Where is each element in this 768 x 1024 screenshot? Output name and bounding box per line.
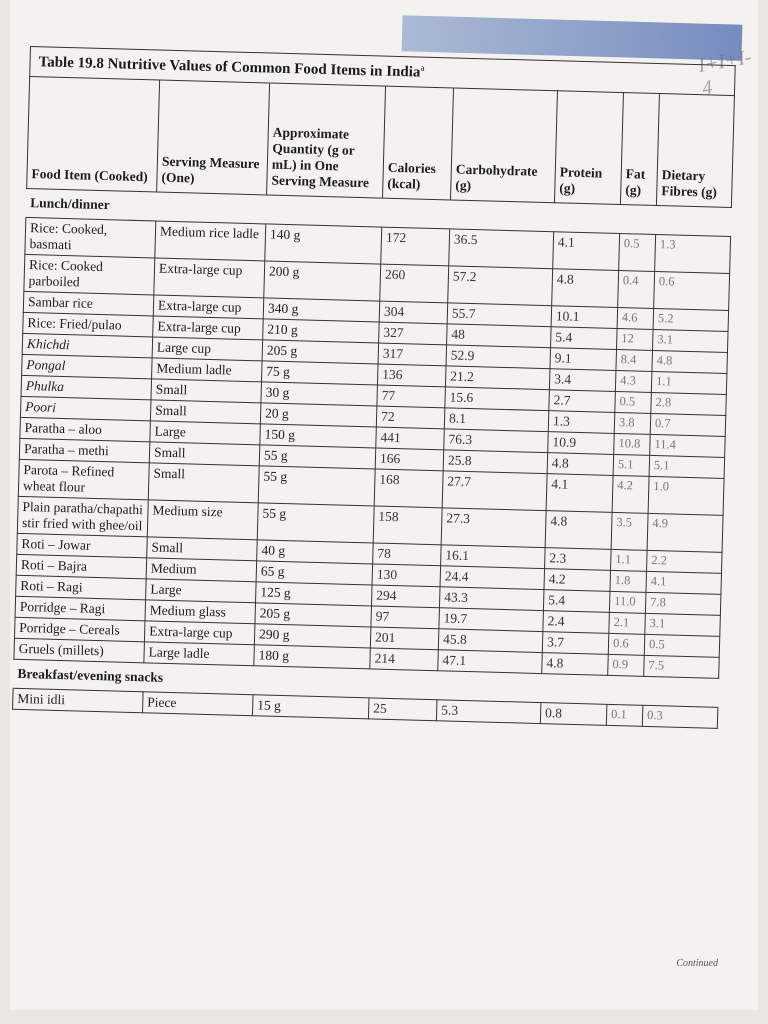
value-cell: 2.8: [651, 392, 727, 415]
value-cell: 10.9: [548, 432, 615, 455]
col-header: Approximate Quantity (g or mL) in One Serving Measure: [267, 83, 386, 198]
value-cell: Medium ladle: [152, 358, 263, 382]
value-cell: 2.1: [609, 612, 646, 634]
food-item-cell: Khichdi: [22, 333, 153, 358]
value-cell: 21.2: [445, 366, 550, 390]
nutrition-table: [12, 76, 735, 729]
food-item-cell: Roti – Jowar: [17, 533, 148, 558]
value-cell: 48: [447, 324, 552, 348]
value-cell: Small: [148, 463, 259, 503]
value-cell: 3.8: [614, 412, 651, 434]
value-cell: 4.8: [545, 511, 612, 550]
value-cell: 168: [374, 469, 443, 508]
food-item-cell: Paratha – methi: [19, 438, 150, 463]
value-cell: 4.1: [553, 232, 620, 271]
value-cell: 1.8: [610, 570, 647, 592]
food-item-cell: Rice: Cooked parboiled: [24, 254, 155, 295]
value-cell: 136: [377, 364, 446, 387]
value-cell: 205 g: [255, 603, 372, 627]
col-header: Fat (g): [620, 93, 659, 206]
value-cell: 72: [376, 406, 445, 429]
value-cell: Large ladle: [144, 642, 255, 666]
value-cell: Large: [146, 579, 257, 603]
value-cell: 8.4: [616, 349, 653, 371]
value-cell: 5.2: [653, 308, 729, 331]
col-header: Protein (g): [554, 91, 623, 205]
value-cell: Large cup: [152, 337, 263, 361]
value-cell: 130: [372, 564, 441, 587]
value-cell: 15.6: [445, 387, 550, 411]
value-cell: 75 g: [261, 361, 378, 385]
value-cell: 441: [376, 427, 445, 450]
value-cell: Small: [147, 537, 258, 561]
value-cell: 30 g: [261, 382, 378, 406]
value-cell: 77: [377, 385, 446, 408]
section-label: Breakfast/evening snacks: [13, 659, 719, 707]
value-cell: 4.3: [615, 370, 652, 392]
value-cell: 5.3: [436, 700, 541, 724]
value-cell: 47.1: [438, 650, 543, 674]
value-cell: 290 g: [254, 624, 371, 648]
value-cell: 45.8: [438, 629, 543, 653]
food-item-cell: Rice: Fried/pulao: [23, 312, 154, 337]
value-cell: 294: [371, 585, 440, 608]
value-cell: 7.5: [644, 655, 720, 678]
value-cell: 3.5: [611, 512, 648, 550]
value-cell: 27.3: [441, 508, 546, 548]
food-item-cell: Plain paratha/chapathi stir fried with ghee/oil: [17, 496, 148, 537]
value-cell: 214: [370, 648, 439, 671]
value-cell: 8.1: [444, 408, 549, 432]
value-cell: 125 g: [256, 582, 373, 606]
value-cell: 4.8: [552, 269, 619, 308]
value-cell: 260: [380, 264, 449, 303]
caption-footnote-mark: a: [420, 62, 425, 73]
value-cell: Medium rice ladle: [155, 221, 266, 261]
value-cell: 76.3: [444, 429, 549, 453]
value-cell: 16.1: [441, 545, 546, 569]
value-cell: 24.4: [440, 566, 545, 590]
value-cell: 12: [617, 328, 654, 350]
value-cell: 150 g: [260, 424, 377, 448]
value-cell: 4.2: [612, 475, 649, 513]
value-cell: 304: [379, 301, 448, 324]
value-cell: 2.3: [545, 548, 612, 571]
value-cell: 9.1: [550, 348, 617, 371]
food-item-cell: Gruels (millets): [14, 638, 145, 663]
value-cell: 3.7: [542, 632, 609, 655]
value-cell: 43.3: [439, 587, 544, 611]
value-cell: 65 g: [256, 561, 373, 585]
value-cell: 5.4: [551, 327, 618, 350]
value-cell: 0.8: [540, 703, 607, 726]
header-band: [402, 15, 743, 60]
food-item-cell: Poori: [20, 396, 151, 421]
food-item-cell: Pongal: [22, 354, 153, 379]
book-page: [10, 0, 758, 1010]
value-cell: 20 g: [260, 403, 377, 427]
value-cell: 3.1: [645, 613, 721, 636]
value-cell: Extra-large cup: [153, 316, 264, 340]
col-header: Dietary Fibres (g): [656, 94, 734, 208]
value-cell: Medium glass: [145, 600, 256, 624]
value-cell: 4.8: [547, 453, 614, 476]
value-cell: 340 g: [263, 298, 380, 322]
value-cell: 1.3: [655, 234, 731, 273]
continued-label: Continued: [676, 958, 718, 969]
value-cell: Extra-large cup: [154, 258, 265, 298]
value-cell: 40 g: [257, 540, 374, 564]
value-cell: 317: [378, 343, 447, 366]
value-cell: Extra-large cup: [144, 621, 255, 645]
value-cell: 201: [370, 627, 439, 650]
value-cell: Large: [150, 421, 261, 445]
value-cell: 0.5: [615, 391, 652, 413]
value-cell: 172: [381, 227, 450, 266]
value-cell: 11.4: [650, 434, 726, 457]
value-cell: 210 g: [263, 319, 380, 343]
value-cell: 57.2: [448, 266, 553, 306]
value-cell: 5.1: [649, 455, 725, 478]
value-cell: 4.6: [617, 307, 654, 329]
value-cell: 0.5: [644, 634, 720, 657]
value-cell: 1.3: [548, 411, 615, 434]
value-cell: 10.8: [614, 433, 651, 455]
value-cell: 15 g: [252, 695, 369, 719]
value-cell: 0.6: [608, 633, 645, 655]
table-body: [13, 188, 732, 728]
value-cell: 0.1: [606, 704, 643, 726]
col-header: Carbohydrate (g): [450, 88, 557, 203]
handwritten-note: I+I+I-4: [696, 46, 754, 100]
value-cell: 27.7: [442, 471, 547, 511]
col-header: Food Item (Cooked): [27, 77, 160, 192]
nutrition-table-block: [12, 46, 736, 729]
caption-text: Table 19.8 Nutritive Values of Common Food Items in India: [38, 54, 421, 81]
value-cell: 0.9: [608, 654, 645, 676]
value-cell: 55.7: [447, 303, 552, 327]
food-item-cell: Phulka: [21, 375, 152, 400]
value-cell: 2.4: [543, 611, 610, 634]
value-cell: 166: [375, 448, 444, 471]
value-cell: 180 g: [254, 645, 371, 669]
value-cell: 0.4: [618, 271, 655, 309]
food-item-cell: Sambar rice: [23, 291, 154, 316]
value-cell: 3.1: [652, 329, 728, 352]
value-cell: 55 g: [258, 466, 375, 506]
food-item-cell: Porridge – Cereals: [14, 617, 145, 642]
col-header: Serving Measure (One): [157, 80, 270, 195]
value-cell: 205 g: [262, 340, 379, 364]
value-cell: 25: [368, 698, 437, 721]
col-header: Calories (kcal): [383, 86, 454, 200]
food-item-cell: Parota – Refined wheat flour: [18, 459, 149, 500]
food-item-cell: Mini idli: [13, 688, 144, 713]
value-cell: Medium: [146, 558, 257, 582]
food-item-cell: Roti – Ragi: [16, 575, 147, 600]
value-cell: 4.9: [647, 513, 723, 552]
section-label: Lunch/dinner: [26, 188, 732, 236]
value-cell: 140 g: [265, 224, 382, 264]
value-cell: 55 g: [259, 445, 376, 469]
value-cell: 4.8: [652, 350, 728, 373]
value-cell: 19.7: [439, 608, 544, 632]
value-cell: 327: [379, 322, 448, 345]
value-cell: 10.1: [551, 306, 618, 329]
value-cell: 158: [373, 506, 442, 545]
food-item-cell: Porridge – Ragi: [15, 596, 146, 621]
value-cell: 55 g: [257, 503, 374, 543]
value-cell: Small: [149, 442, 260, 466]
food-item-cell: Paratha – aloo: [20, 417, 151, 442]
table-header: [27, 77, 735, 208]
value-cell: 25.8: [443, 450, 548, 474]
value-cell: 1.1: [651, 371, 727, 394]
value-cell: 2.7: [549, 390, 616, 413]
value-cell: 11.0: [609, 591, 646, 613]
value-cell: 7.8: [645, 592, 721, 615]
value-cell: 2.2: [647, 550, 723, 573]
value-cell: 0.6: [654, 271, 730, 310]
value-cell: 36.5: [449, 229, 554, 269]
food-item-cell: Roti – Bajra: [16, 554, 147, 579]
value-cell: 200 g: [264, 261, 381, 301]
value-cell: 3.4: [549, 369, 616, 392]
value-cell: Small: [150, 400, 261, 424]
value-cell: 97: [371, 606, 440, 629]
value-cell: Piece: [143, 692, 254, 716]
value-cell: Small: [151, 379, 262, 403]
value-cell: Medium size: [147, 500, 258, 540]
value-cell: 4.2: [544, 569, 611, 592]
value-cell: 4.8: [542, 653, 609, 676]
value-cell: 4.1: [646, 571, 722, 594]
value-cell: 0.3: [642, 705, 718, 728]
value-cell: 4.1: [546, 474, 613, 513]
value-cell: 5.1: [613, 454, 650, 476]
value-cell: 0.5: [619, 234, 656, 272]
value-cell: 1.0: [648, 476, 724, 515]
value-cell: Extra-large cup: [153, 295, 264, 319]
value-cell: 1.1: [611, 549, 648, 571]
value-cell: 52.9: [446, 345, 551, 369]
food-item-cell: Rice: Cooked, basmati: [25, 217, 156, 258]
value-cell: 0.7: [650, 413, 726, 436]
value-cell: 78: [373, 543, 442, 566]
value-cell: 5.4: [543, 590, 610, 613]
